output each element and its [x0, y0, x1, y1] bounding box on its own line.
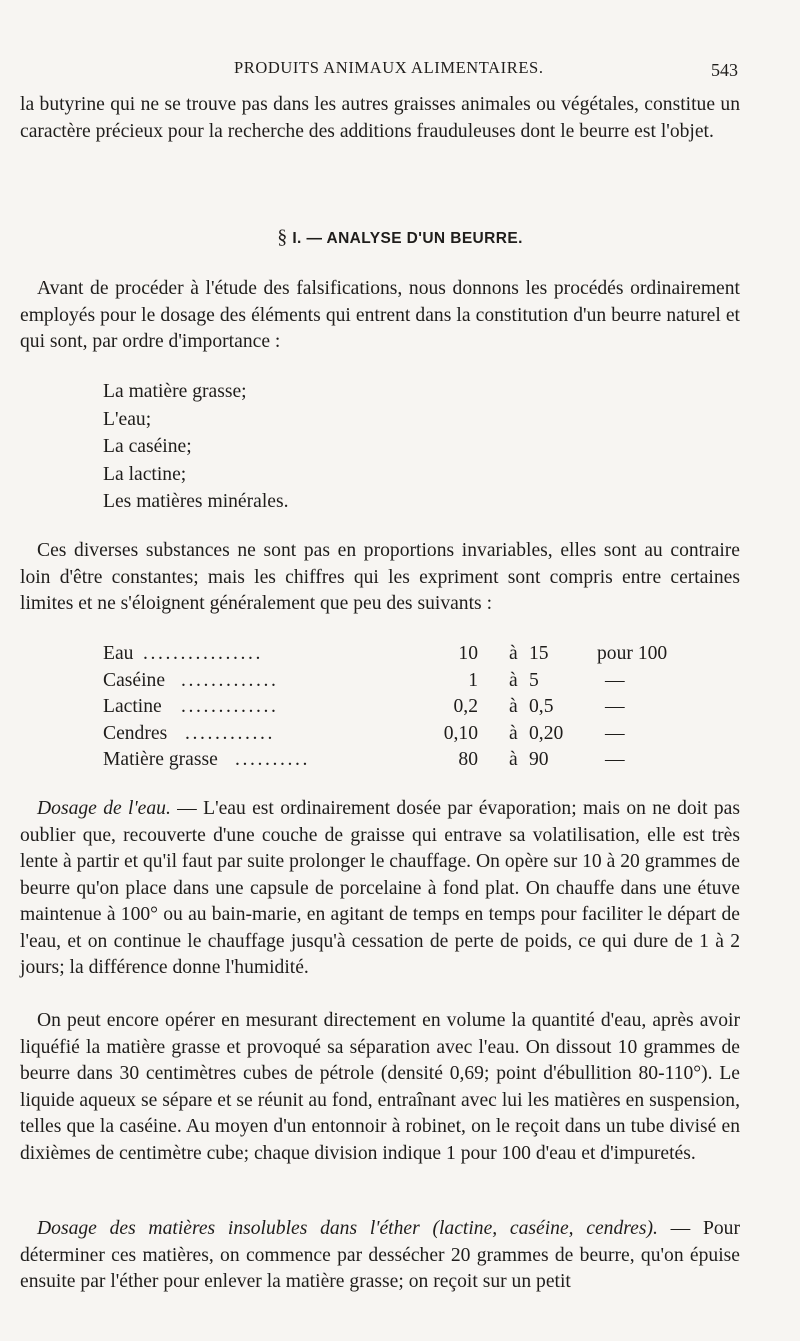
running-head: [0, 58, 800, 82]
mesure-volume-paragraph: On peut encore opérer en mesurant directement en volume la quantité d'eau, après avoir liquéfié la matière grasse et provoqué sa séparation avec l'eau. On dissout 10 grammes de beurre dans 30 centimètres cubes de pétrole (densité 0,69; point d'ébullition 80-110°). Le liquide aqueux se sépare et se réunit au fond, entraînant avec lui les matières en suspension, telles que la caséine. Au moyen d'un entonnoir à robinet, on le reçoit dans un tube divisé en dixièmes de centimètre cube; chaque division indique 1 pour 100 d'eau et d'impuretés.: [20, 1010, 740, 1164]
table-row: [103, 668, 703, 695]
max-value: 5: [529, 669, 539, 691]
table-row: [103, 641, 703, 668]
table-row: [103, 721, 703, 748]
section-heading: [0, 226, 800, 249]
unit-label: —: [605, 669, 625, 691]
dot-leader: ............: [185, 722, 275, 744]
list-item: La caséine;: [103, 436, 192, 457]
dosage-insolubles-title: Dosage des matières insolubles dans l'éther: [37, 1218, 420, 1239]
list-item: L'eau;: [103, 408, 152, 430]
unit-label: pour 100: [597, 643, 668, 664]
table-row: [103, 694, 703, 721]
range-word: à: [509, 749, 518, 770]
dosage-eau-paragraph: [20, 796, 740, 982]
component-name: Cendres: [103, 722, 168, 744]
range-word: à: [509, 722, 518, 744]
composition-table: [103, 641, 703, 774]
unit-label: —: [605, 749, 625, 770]
running-title: PRODUITS ANIMAUX ALIMENTAIRES.: [234, 58, 544, 77]
max-value: 0,5: [529, 696, 554, 717]
dosage-insolubles-text: — Pour déterminer ces matières, on commence par dessécher 20 grammes de beurre, qu'on épuise ensuite par l'éther pour enlever la matière grasse; on reçoit sur un petit: [20, 1218, 740, 1292]
unit-label: —: [605, 696, 625, 717]
list-item: La lactine;: [103, 463, 187, 485]
dosage-insolubles-subtitle: (lactine, caséine, cendres).: [432, 1218, 658, 1239]
section-sign: §: [277, 226, 288, 248]
component-name: Caséine: [103, 669, 166, 691]
min-value: 10: [458, 643, 478, 664]
unit-label: —: [605, 722, 625, 744]
page-number: 543: [711, 60, 738, 80]
dosage-eau-text: — L'eau est ordinairement dosée par évaporation; mais on ne doit pas oublier que, recouverte d'une couche de graisse qui entrave sa volatilisation, elle est très lente à partir et qu'il faut par suite prolonger le chauffage. On opère sur 10 à 20 grammes de beurre qu'on place dans une capsule de porcelaine à fond plat. On chauffe dans une étuve maintenue à 100° ou au bain-marie, en agitant de temps en temps pour faciliter le départ de l'eau, et on continue le chauffage jusqu'à cessation de perte de poids, ce qui dure de 1 à 2 jours; la différence donne l'humidité.: [20, 798, 740, 978]
min-value: 0,2: [453, 696, 478, 717]
variability-paragraph: Ces diverses substances ne sont pas en proportions invariables, elles sont au contraire loin d'être constantes; mais les chiffres qui les expriment sont compris entre certaines limites et ne s'éloignent généralement que peu des suivants :: [20, 540, 740, 614]
section-title: — ANALYSE D'UN BEURRE.: [306, 230, 523, 247]
elements-list: [103, 378, 289, 516]
dot-leader: .............: [181, 696, 279, 717]
table-row: [103, 747, 703, 774]
range-word: à: [509, 643, 518, 664]
lead-paragraph: Avant de procéder à l'étude des falsifications, nous donnons les procédés ordinairement employés pour le dosage des éléments qui entrent dans la constitution d'un beurre naturel et qui sont, par ordre d'importance :: [20, 278, 740, 352]
dot-leader: .............: [181, 669, 279, 691]
range-word: à: [509, 669, 518, 691]
range-word: à: [509, 696, 518, 717]
component-name: Matière grasse: [103, 749, 218, 770]
dosage-eau-title: Dosage de l'eau.: [37, 798, 171, 819]
section-numeral: I.: [292, 230, 302, 247]
dosage-insolubles-paragraph: [20, 1216, 740, 1296]
min-value: 0,10: [443, 722, 478, 744]
list-item: La matière grasse;: [103, 381, 247, 402]
max-value: 0,20: [529, 722, 564, 744]
dot-leader: ..........: [235, 749, 310, 770]
max-value: 15: [529, 643, 549, 664]
component-name: Lactine: [103, 696, 162, 717]
min-value: 1: [468, 669, 478, 691]
list-item: Les matières minérales.: [103, 491, 289, 512]
min-value: 80: [458, 749, 478, 770]
max-value: 90: [529, 749, 549, 770]
component-name: Eau: [103, 643, 134, 664]
dot-leader: ................: [143, 643, 263, 664]
intro-paragraph: la butyrine qui ne se trouve pas dans les autres graisses animales ou végétales, constitue un caractère précieux pour la recherche des additions frauduleuses dont le beurre est l'objet.: [20, 94, 740, 142]
